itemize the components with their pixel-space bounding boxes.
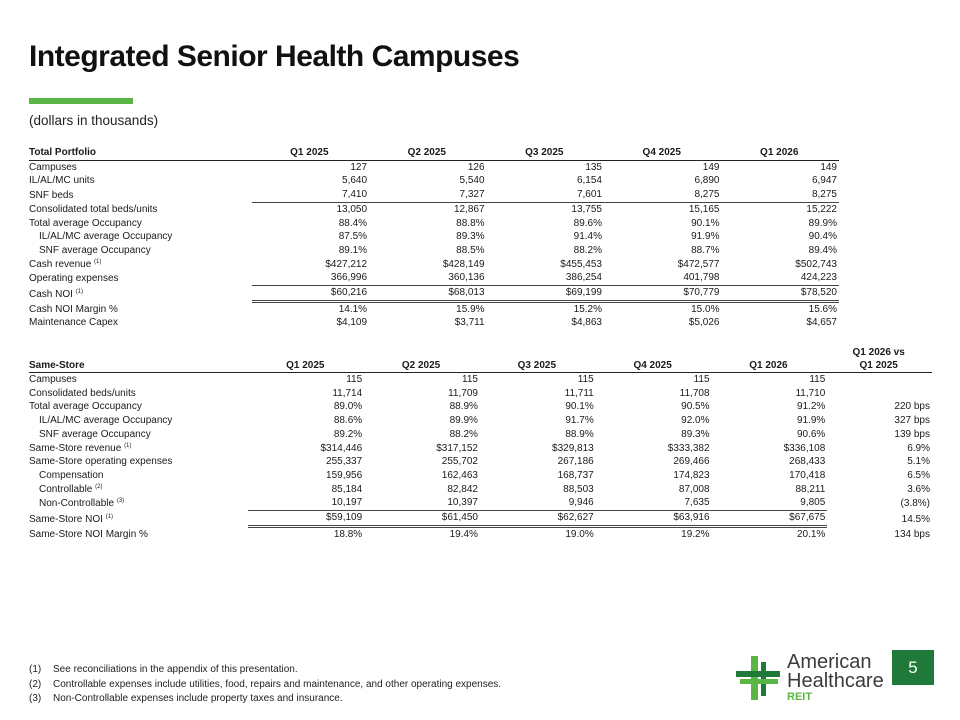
same-store-table [29,344,932,541]
comparison-value: 6.9% [907,442,930,454]
cell-value: $4,109 [336,317,368,329]
cell-value: 115 [809,374,826,385]
footnote-ref: (1) [94,258,102,265]
footnote-ref: (1) [105,513,114,520]
row-label-text: Controllable [39,483,93,495]
row-label-text: Cash revenue [29,258,92,270]
cell-value: 127 [350,161,368,173]
cell-value: 90.5% [681,401,710,413]
units-subtitle: (dollars in thousands) [29,113,159,128]
cell-value: $336,108 [783,442,826,454]
cell-value: 11,709 [448,387,478,399]
comparison-value: (3.8%) [900,497,930,509]
cell-value: $317,152 [436,442,478,454]
row-label-text: Non-Controllable [39,497,115,509]
cell-value: $472,577 [677,258,720,270]
row-label [29,496,248,510]
cell-value: 13,050 [336,203,368,215]
row-label: SNF average Occupancy [39,244,151,256]
cell-value: 14.1% [338,303,368,315]
footnote [29,663,501,678]
total-portfolio-table [29,146,839,330]
cell-value: 255,337 [326,456,363,468]
table-row [29,387,932,401]
column-header: Q1 2026 [721,146,839,160]
cell-value: 88.2% [449,428,478,440]
cell-value: 13,755 [571,203,602,215]
table-row [29,373,932,387]
cell-value: 92.0% [681,415,710,427]
cell-value: 6,947 [811,175,837,187]
cell-value: 424,223 [721,271,839,285]
table-row [29,202,839,216]
column-header: Q3 2025 [487,146,604,160]
table-row [29,496,932,510]
row-label: Total average Occupancy [29,217,142,229]
row-label-text: Same-Store NOI [29,513,103,525]
cell-value: $502,743 [795,258,837,270]
cell-value: 135 [585,161,602,173]
cell-value: $333,382 [667,442,710,454]
table-row [29,483,932,497]
table-row [29,414,932,428]
cell-value: 89.2% [333,428,363,440]
footnote-number: (2) [29,678,42,690]
row-label-text: Same-Store revenue [29,442,122,454]
column-header: Q2 2025 [364,344,480,373]
comparison-value: 327 bps [894,415,930,427]
cell-value: 88.9% [449,401,478,413]
column-header: Q1 2026 [712,344,828,373]
logo-word-3: REIT [787,691,813,703]
cell-value: 91.4% [573,231,602,243]
table-row [29,511,932,527]
cell-value: 89.9% [808,217,837,229]
table-row [29,442,932,456]
company-logo [736,653,886,703]
table-row [29,455,932,469]
cell-value: 88.4% [338,217,368,229]
cell-value: 88.5% [456,244,485,256]
cell-value: 115 [577,374,594,385]
table-row [29,244,839,258]
cell-value: 360,136 [369,271,486,285]
table-row [29,526,932,541]
cell-value: 90.1% [691,217,720,229]
footnote-number: (1) [29,664,42,675]
cell-value: 149 [820,161,837,173]
cell-value: 8,275 [721,188,839,202]
cell-value: $59,109 [248,511,364,527]
cell-value: 268,433 [789,456,826,468]
cell-value: 11,714 [332,387,363,399]
row-label [29,511,248,527]
cell-value: 91.9% [691,231,720,243]
cell-value: 115 [462,374,478,385]
row-label: Consolidated total beds/units [29,203,158,215]
table-row [29,217,839,231]
cell-value: 88,503 [563,483,594,495]
cell-value: 15,222 [806,203,837,215]
cell-value: 7,601 [487,188,604,202]
cell-value: 19.0% [565,528,594,540]
row-label: SNF average Occupancy [39,428,151,440]
row-label: Campuses [29,161,77,173]
cell-value: 91.7% [565,415,594,427]
cell-value: 366,996 [252,271,369,285]
cell-value: 19.4% [449,528,478,540]
cell-value: 18.8% [333,528,363,540]
row-label [29,258,252,272]
column-header: Q4 2025 [604,146,721,160]
footnote-ref: (1) [124,442,132,449]
cell-value: $3,711 [454,317,485,329]
cell-value: 91.2% [796,401,826,413]
row-label: Maintenance Capex [29,317,118,329]
cell-value: $61,450 [364,511,480,527]
page-title: Integrated Senior Health Campuses [29,40,520,73]
table-row [29,174,839,188]
cell-value: 159,956 [326,469,363,481]
footnote-ref: (2) [95,483,103,490]
cell-value: $329,813 [552,442,594,454]
column-header: Q2 2025 [369,146,486,160]
cell-value: 89.6% [573,217,602,229]
column-header: Q4 2025 [596,344,712,373]
comparison-column-header [827,344,932,373]
cell-value: 89.3% [681,428,710,440]
cell-value: $69,199 [487,286,604,302]
cell-value: 170,418 [789,469,826,481]
footnote-ref: (1) [75,288,84,295]
cell-value: 7,410 [252,188,369,202]
cell-value: 5,540 [459,175,485,187]
cell-value: 90.4% [808,231,837,243]
cell-value: $67,675 [712,511,828,527]
page-number: 5 [892,650,934,685]
cell-value: 6,890 [694,175,720,187]
row-label [29,286,252,302]
comparison-value: 3.6% [907,483,930,495]
section-header: Total Portfolio [29,146,252,160]
cell-value: 88,211 [795,483,826,495]
table-row [29,400,932,414]
table-row [29,230,839,244]
row-label: Same-Store NOI Margin % [29,528,148,540]
logo-word-2: Healthcare [787,670,884,692]
cell-value: 85,184 [331,483,363,495]
comparison-value: 220 bps [894,401,930,413]
cell-value: 89.1% [338,244,368,256]
cell-value: 88.8% [456,217,485,229]
cell-value: 6,154 [576,175,602,187]
row-label-text: Cash NOI [29,288,73,300]
table-row [29,301,839,316]
table-row [29,271,839,285]
cell-value: 149 [702,161,720,173]
cell-value: 15.2% [573,303,602,315]
cell-value: 88.9% [565,428,594,440]
column-header: Q3 2025 [480,344,596,373]
cell-value: 90.1% [565,401,594,413]
comparison-value [827,387,932,401]
cell-value: $5,026 [688,317,720,329]
footnote [29,692,501,707]
cell-value: 115 [693,374,710,385]
cell-value: 11,710 [795,387,826,399]
cell-value: 90.6% [796,428,826,440]
cell-value: 126 [467,161,485,173]
cell-value: $455,453 [560,258,602,270]
row-label: Total average Occupancy [29,401,142,413]
comparison-value [827,373,932,387]
cell-value: 11,708 [679,387,710,399]
cell-value: 269,466 [673,456,710,468]
comparison-value: 6.5% [907,469,930,481]
cell-value: 15.6% [808,303,837,315]
cell-value: 88.7% [691,244,720,256]
cell-value: 168,737 [557,469,594,481]
cell-value: 15,165 [688,203,720,215]
cell-value: $427,212 [325,258,368,270]
cell-value: 10,197 [248,496,364,510]
cell-value: 10,397 [364,496,480,510]
cell-value: 20.1% [796,528,826,540]
footnote-ref: (3) [116,497,125,504]
cell-value: 15.0% [691,303,720,315]
cell-value: $4,863 [571,317,602,329]
footnote-text: Controllable expenses include utilities, food, repairs and maintenance, and other operating expenses. [53,678,502,690]
table-row [29,316,839,330]
row-label: Same-Store operating expenses [29,456,173,468]
cell-value: 11,711 [564,387,594,399]
comparison-value: 134 bps [894,528,930,540]
row-label: Consolidated beds/units [29,387,136,399]
comparison-value: 139 bps [894,428,930,440]
cell-value: $60,216 [252,286,369,302]
logo-word-1: American [787,651,872,673]
cell-value: 89.9% [449,415,478,427]
footnotes [29,663,501,707]
cell-value: 82,842 [447,483,478,495]
comparison-header-line1: Q1 2026 vs [852,347,905,358]
column-header: Q1 2025 [248,344,364,373]
row-label: IL/AL/MC average Occupancy [39,231,173,243]
comparison-value: 5.1% [907,456,930,468]
row-label: Campuses [29,374,77,385]
cell-value: 91.9% [796,415,826,427]
cell-value: $68,013 [369,286,486,302]
plus-cross-logo-icon [736,656,780,700]
row-label: Compensation [39,469,104,481]
footnote-number: (3) [29,693,42,704]
cell-value: 401,798 [604,271,721,285]
table-row [29,160,839,174]
cell-value: 267,186 [557,456,594,468]
cell-value: $63,916 [596,511,712,527]
cell-value: $62,627 [480,511,596,527]
cell-value: 174,823 [673,469,710,481]
cell-value: 7,327 [369,188,486,202]
cell-value: $428,149 [442,258,485,270]
table-row [29,469,932,483]
row-label: Cash NOI Margin % [29,303,118,315]
comparison-header-line2: Q1 2025 [859,360,898,371]
cell-value: 9,805 [712,496,828,510]
row-label: Operating expenses [29,272,119,284]
cell-value: 15.9% [456,303,485,315]
section-header: Same-Store [29,344,248,373]
cell-value: 162,463 [441,469,478,481]
column-header: Q1 2025 [252,146,369,160]
row-label: IL/AL/MC average Occupancy [39,415,173,427]
cell-value: 87,008 [678,483,710,495]
table-row [29,428,932,442]
cell-value: 8,275 [604,188,721,202]
cell-value: 88.6% [333,415,363,427]
table-row [29,188,839,202]
row-label: IL/AL/MC units [29,175,95,187]
table-header-row [29,146,839,160]
cell-value: 9,946 [480,496,596,510]
cell-value: 88.2% [573,244,602,256]
cell-value: 89.0% [333,401,363,413]
cell-value: 12,867 [453,203,485,215]
cell-value: 89.4% [808,244,837,256]
table-header-row [29,344,932,373]
table-row [29,286,839,302]
cell-value: 87.5% [338,231,368,243]
cell-value: $4,657 [806,317,837,329]
cell-value: 5,640 [342,175,368,187]
cell-value: $314,446 [320,442,363,454]
row-label: SNF beds [29,189,74,201]
title-accent-bar [29,98,133,104]
row-label [29,483,248,497]
footnote-text: See reconciliations in the appendix of this presentation. [53,664,298,675]
cell-value: 115 [346,374,363,385]
cell-value: 89.3% [456,231,485,243]
row-label [29,442,248,456]
cell-value: $78,520 [721,286,839,302]
table-row [29,258,839,272]
footnote [29,678,501,693]
comparison-value: 14.5% [901,513,930,525]
cell-value: 255,702 [441,456,478,468]
cell-value: 386,254 [487,271,604,285]
cell-value: $70,779 [604,286,721,302]
cell-value: 7,635 [596,496,712,510]
cell-value: 19.2% [681,528,710,540]
footnote-text: Non-Controllable expenses include property taxes and insurance. [53,693,343,704]
